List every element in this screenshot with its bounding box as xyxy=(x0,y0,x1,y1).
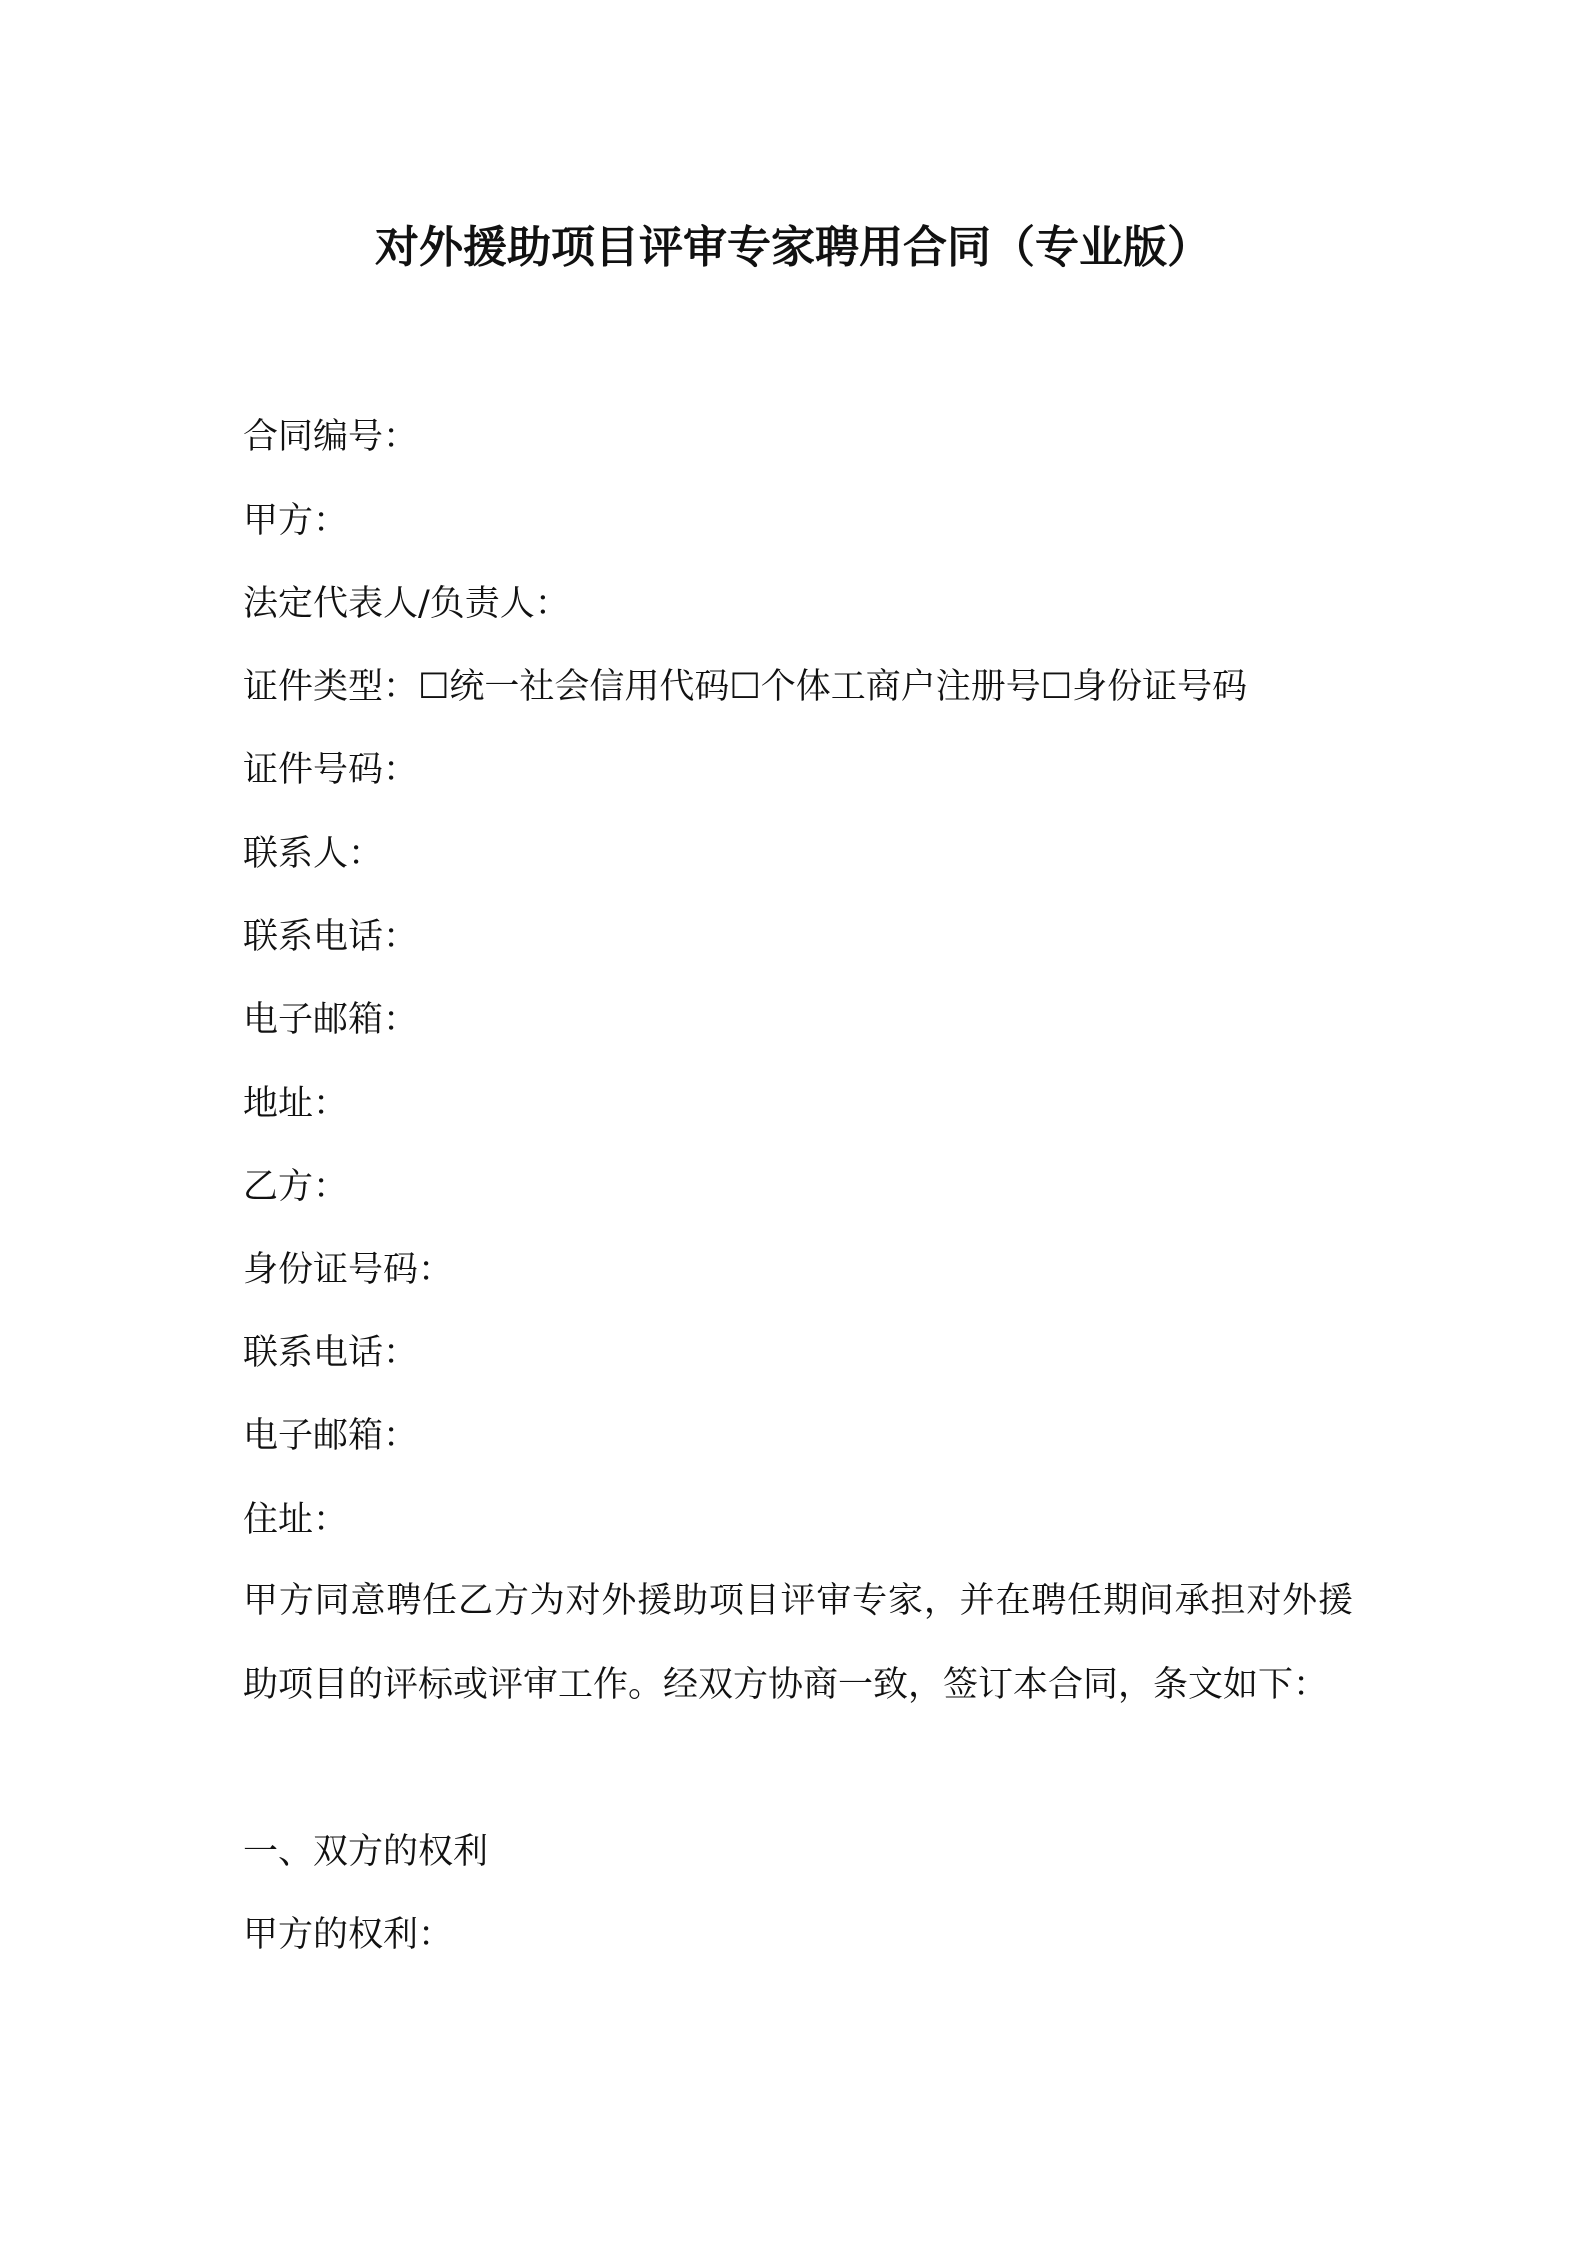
field-contact-person: 联系人： xyxy=(243,834,384,874)
intro-paragraph: 甲方同意聘任乙方为对外援助项目评审专家，并在聘任期间承担对外援助项目的评标或评审工作。经双方协商一致，签订本合同，条文如下： xyxy=(243,1581,1353,1705)
field-party-a-phone: 联系电话： xyxy=(243,917,419,957)
field-party-b-residence: 住址： xyxy=(243,1500,349,1540)
contract-title: 对外援助项目评审专家聘用合同（专业版） xyxy=(375,222,1211,273)
field-party-b-id-number: 身份证号码： xyxy=(243,1250,454,1290)
field-party-a-address: 地址： xyxy=(243,1084,349,1124)
field-party-a-email: 电子邮箱： xyxy=(243,1000,419,1040)
field-contract-number: 合同编号： xyxy=(243,417,419,457)
field-id-type: 证件类型：☐统一社会信用代码☐个体工商户注册号☐身份证号码 xyxy=(243,667,1248,707)
field-party-a: 甲方： xyxy=(243,501,349,541)
field-legal-representative: 法定代表人/负责人： xyxy=(243,584,570,624)
subsection-heading-party-a-rights: 甲方的权利： xyxy=(243,1915,454,1955)
field-party-b: 乙方： xyxy=(243,1167,349,1207)
section-heading-rights: 一、双方的权利 xyxy=(243,1832,489,1872)
field-party-b-email: 电子邮箱： xyxy=(243,1416,419,1456)
field-id-number: 证件号码： xyxy=(243,750,419,790)
field-party-b-phone: 联系电话： xyxy=(243,1333,419,1373)
